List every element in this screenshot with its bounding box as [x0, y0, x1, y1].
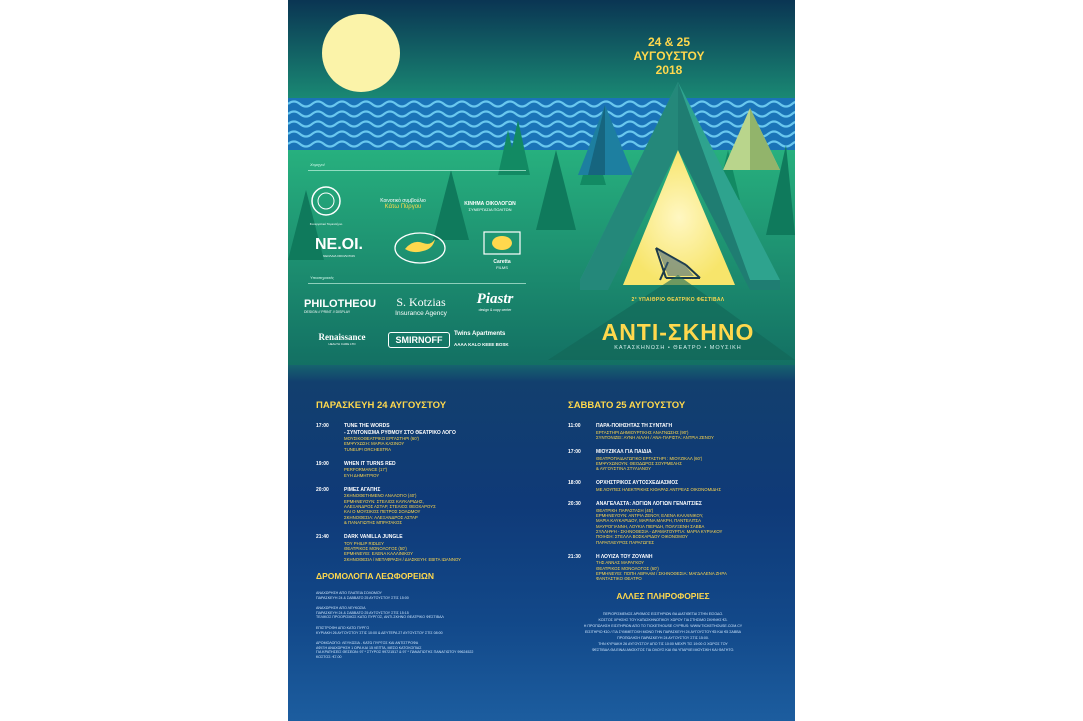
other-info — [541, 611, 785, 653]
event-time: 17:00 — [568, 449, 581, 456]
event-credit: ΕΡΜΗΝΕΥΕΙ: ΠΟΠΗ ΑΒΡΑΑΜ / ΣΚΗΝΟΘΕΣΙΑ: ΜΑΓΔΑΛΕΝΑ ΖΗΡΑ — [596, 570, 727, 576]
friday-event — [316, 461, 548, 478]
event-credit: ΣΚΗΝΟΘΕΤΗΜΕΝΟ ΑΝΑΛΟΓΙΟ (40') — [344, 493, 417, 499]
saturday-title: ΣΑΒΒΑΤΟ 25 ΑΥΓΟΥΣΤΟΥ — [568, 400, 686, 411]
moon-icon — [322, 14, 400, 92]
event-credit: TUNEUP! ORCHESTRA — [344, 446, 392, 452]
sponsors-rule — [308, 170, 526, 171]
event-credit: ΠΑΡΑΠΛΕΥΡΟΣ ΠΑΡΑΓΩΓΕΣ — [596, 539, 654, 545]
friday-column — [316, 400, 548, 665]
bus-line: ΚΟΣΤΟΣ: €7.00 — [316, 654, 342, 659]
event-credit: ΣΥΝΤΟΝΙΖΕΙ: ΑΥΝΗ ΑΙΛΑΗ / ΑΝΑ-ΠΑΡΙΣΤΑ: ΑΝΤΡΙΑ ΖΕΝΟΥ — [596, 434, 714, 440]
logo-caretta-line2: FILMS — [496, 265, 508, 270]
bus-line: ΑΝΑΧΩΡΗΣΗ ΑΠΟ ΠΛΑΤΕΙΑ ΣΟΛΩΜΟΥ — [316, 590, 382, 595]
turtle-icon — [482, 230, 522, 256]
event-credit: ΕΥΗ ΔΗΜΗΤΡΙΟΥ — [344, 472, 380, 478]
event-credit: PERFORMANCE (17') — [344, 467, 388, 473]
logo-cooperative-text: Συνεργατικό Ταμιευτήριο — [309, 222, 343, 226]
logo-piastr-line2: design & copy center — [478, 308, 512, 312]
bus-schedule — [316, 591, 548, 660]
logo-kotzias-line2: Insurance Agency — [395, 310, 447, 317]
bus-title: ΔΡΟΜΟΛΟΓΙΑ ΛΕΩΦΟΡΕΙΩΝ — [316, 570, 434, 581]
info-line: ΤΗΝ ΚΥΡΙΑΚΗ 26 ΑΥΓΟΥΣΤΟΥ ΑΠΟ ΤΙΣ 10:00 ΜΕΧΡΙ ΤΙΣ 19:00 Ο ΧΩΡΟΣ ΤΟΥ — [598, 641, 728, 646]
event-details — [344, 534, 548, 562]
event-title: ΜΙΟΥΖΙΚΑΛ ΓΙΑ ΠΑΙΔΙΑ — [596, 449, 652, 456]
event-credit: ΜΟΥΣΙΚΟΘΕΑΤΡΙΚΟ ΕΡΓΑΣΤΗΡΙ (60') — [344, 436, 419, 441]
friday-event — [316, 423, 548, 452]
logo-philotheou-line2: DESIGN // PRINT // DISPLAY — [304, 310, 351, 314]
logo-koinotiko-line2: Κάτω Πύργου — [384, 204, 422, 210]
event-credit: ΚΑΙ Ο ΜΟΥΣΙΚΟΣ ΠΕΤΡΟΣ ΣΟΛΩΜΟΥ — [344, 509, 421, 515]
event-credit: ΑΛΕΞΑΝΔΡΟΣ ΑΣΤΑΡ, ΣΤΕΛΙΟΣ ΘΕΟΧΑΡΟΥΣ — [344, 504, 436, 510]
island-map-icon — [393, 231, 447, 265]
bus-line: ΔΡΟΜΟΛΟΓΙΟ: ΛΕΥΚΩΣΙΑ - ΚΑΤΩ ΠΥΡΓΟΣ ΚΑΙ ΑΝΤΙΣΤΡΟΦΑ — [316, 641, 419, 646]
event-title: WHEN IT TURNS RED — [344, 460, 396, 467]
bus-line: ΚΥΡΙΑΚΗ 26 ΑΥΓΟΥΣΤΟΥ ΣΤΙΣ 10:00 & ΔΕΥΤΕΡΑ 27 ΑΥΓΟΥΣΤΟΥ ΣΤΙΣ 08:00 — [316, 630, 443, 635]
supporters-rule — [308, 283, 526, 284]
date-month-year: ΑΥΓΟΥΣΤΟΥ 2018 — [633, 49, 705, 77]
event-credit: ΕΜΨΥΧΩΝΟΥΝ: ΘΕΟΔΩΡΟΣ ΣΟΥΡΜΕΛΗΣ — [596, 460, 682, 466]
sponsors-label: Χορηγοί — [310, 162, 325, 167]
bus-line: ΑΝΑΧΩΡΗΣΗ ΑΠΟ ΛΕΥΚΩΣΙΑ — [316, 606, 366, 611]
saturday-event — [568, 554, 785, 582]
event-details — [344, 423, 548, 452]
bus-line: ΑΦΙΞΗ ΑΝΑΧΩΡΗΣΗ 1 ΩΡΑ ΚΑΙ 15 ΛΕΠΤΑ, ΜΕΣΩ ΚΑΤΟΚΟΠΙΑΣ — [316, 645, 422, 650]
festival-subtitle: 2° ΥΠΑΙΘΡΙΟ ΘΕΑΤΡΙΚΟ ΦΕΣΤΙΒΑΛ — [631, 297, 725, 303]
bus-block — [316, 591, 548, 600]
saturday-event — [568, 423, 785, 440]
event-credit: ΜΑΡΙΑ ΚΑΥΚΑΡΙΔΟΥ, ΜΑΡΙΝΑ ΜΑΚΡΗ, ΠΑΝΤΕΛΙΤΣΑ — [596, 518, 701, 524]
event-title: ΑΝΑΓΕΛΑΣΤΑ: ΛΟΓΙΩΝ ΛΟΓΙΩΝ ΓΕΝΑΙΤΣΙΕΣ — [596, 501, 702, 508]
event-credit: ΜΕ ΛΟΥΠΕΣ ΗΛΕΚΤΡΙΚΗΣ ΚΙΘΑΡΑΣ ΑΝΤΡΕΑΣ ΟΙΚΟΝΟΜΙΔΗΣ — [596, 486, 721, 492]
event-details — [596, 423, 785, 440]
logo-renaissance-line2: HEALTH CARE LTD — [328, 342, 356, 346]
saturday-event — [568, 449, 785, 471]
logo-neoi — [306, 236, 372, 258]
event-time: 11:00 — [568, 423, 581, 429]
info-title: ΑΛΛΕΣ ΠΛΗΡΟΦΟΡΙΕΣ — [616, 590, 710, 601]
event-credit: ΜΑΥΡΟΓΙΑΝΝΗ, ΛΟΥΚΙΑ ΠΙΕΡΙΔΗ, ΠΟΛΥΞΕΝΗ ΣΑΒΒΑ — [596, 523, 705, 529]
event-time: 19:00 — [316, 460, 329, 467]
info-line: ΚΟΣΤΟΣ ΧΡΗΣΗΣ ΤΟΥ ΚΑΤΑΣΚΗΝΩΤΙΚΟΥ ΧΩΡΟΥ ΓΙΑ ΣΤΗΣΙΜΟ ΣΚΗΝΗΣ €3. — [598, 617, 728, 622]
logo-map — [392, 231, 448, 270]
saturday-event — [568, 480, 785, 492]
event-credit: ΕΡΜΗΝΕΥΟΥΝ: ΑΝΤΡΙΑ ΖΕΝΟΥ, ΕΛΕΝΑ ΚΑΛΛΙΝΙΚΟΥ, — [596, 513, 704, 519]
logo-philotheou — [304, 298, 378, 314]
logo-neoi-line1: NE.OI. — [314, 236, 363, 253]
event-credit: ΘΕΑΤΡΙΚΗ ΠΑΡΑΣΤΑΣΗ (45') — [596, 507, 654, 513]
event-credit: ΕΡΜΗΝΕΥΟΥΝ: ΣΤΕΛΙΟΣ ΚΑΥΚΑΡΙΔΗΣ, — [344, 498, 424, 504]
logo-kotzias — [384, 295, 458, 317]
logo-kinima — [452, 201, 528, 212]
event-details — [596, 554, 785, 582]
event-time: 20:30 — [568, 501, 581, 508]
logo-philotheou-line1: PHILOTHEOU — [304, 298, 377, 310]
event-credit: ΤΟΥ PHILIP RIDLEY — [344, 540, 384, 546]
bus-line: ΕΠΙΣΤΡΟΦΗ ΑΠΟ ΚΑΤΩ ΠΥΡΓΟ — [316, 625, 370, 630]
event-credit: ΘΕΑΤΡΟΠΑΙΔΑΓΩΓΙΚΟ ΕΡΓΑΣΤΗΡΙ : ΜΙΟΥΖΙΚΑΛ (60') — [596, 455, 703, 461]
date-days: 24 & 25 — [647, 35, 691, 49]
event-credit: ΕΡΜΗΝΕΥΕΙ: ΕΛΕΝΑ ΚΑΛΛΙΝΙΚΟΥ — [344, 551, 413, 557]
bus-block — [316, 626, 548, 635]
friday-event — [316, 534, 548, 562]
logo-cooperative — [308, 185, 344, 226]
logo-twins-line3: BOSK — [495, 342, 509, 347]
bus-line: ΠΑΡΑΣΚΕΥΗ 24 & ΣΑΒΒΑΤΟ 25 ΑΥΓΟΥΣΤΟΥ ΣΤΙΣ 15:15 — [316, 610, 409, 615]
event-time: 17:00 — [316, 423, 329, 429]
logo-twins — [454, 331, 534, 347]
event-credit: ΣΚΗΝΟΘΕΣΙΑ: ΑΛΕΞΑΝΔΡΟΣ ΑΣΤΑΡ — [344, 514, 418, 520]
event-credit: ΘΕΑΤΡΙΚΟΣ ΜΟΝΟΛΟΓΟΣ (50') — [344, 546, 407, 552]
supporters-label: Υποστηρικτές — [310, 275, 334, 280]
info-line: ΕΙΣΙΤΗΡΙΟ €10 / ΓΙΑ ΣΥΜΜΕΤΟΧΗ ΜΟΝΟ ΤΗΝ ΠΑΡΑΣΚΕΥΗ 24 ΑΥΓΟΥΣΤΟΥ €5 ΚΑΙ €5 ΣΑΒΒΑ — [584, 629, 742, 634]
event-title: DARK VANILLA JUNGLE — [344, 534, 403, 541]
event-title-extra: - ΣΥΝΤΟΝΙΣΜΑ ΡΥΘΜΟΥ ΣΤΟ ΘΕΑΤΡΙΚΟ ΛΟΓΟ — [344, 429, 456, 436]
friday-events — [316, 423, 548, 562]
event-credit: ΤΗΣ ΑΝΝΑΣ ΜΑΡΑΓΚΟΥ — [596, 560, 645, 566]
saturday-events — [568, 423, 785, 582]
logo-koinotiko — [364, 198, 442, 210]
event-title: Η ΛΟΥΙΖΑ ΤΟΥ ΖΟΥΑΝΗ — [596, 553, 653, 560]
event-details — [596, 480, 785, 492]
event-title: TUNE THE WORDS — [344, 423, 390, 429]
info-line: ΦΕΣΤΙΒΑΛ ΘΑ ΕΙΝΑΙ ΑΝΟΙΧΤΟΣ ΓΙΑ ΟΛΟΥΣ ΚΑΙ ΘΑ ΥΠΑΡΧΕΙ ΜΟΥΣΙΚΗ ΚΑΙ ΦΑΓΗΤΟ. — [591, 647, 735, 652]
bus-block — [316, 606, 548, 620]
logo-twins-line2: AAAA KALO KEEE — [454, 342, 495, 347]
saturday-event — [568, 501, 785, 545]
bus-block — [316, 641, 548, 659]
event-details — [596, 449, 785, 471]
festival-tagline: ΚΑΤΑΣΚΗΝΩΣΗ • ΘΕΑΤΡΟ • ΜΟΥΣΙΚΗ — [614, 345, 742, 351]
event-credit: ΘΕΑΤΡΙΚΟΣ ΜΟΝΟΛΟΓΟΣ (60') — [596, 565, 659, 571]
event-credit: ΦΑΝΤΑΣΤΙΚΟ ΘΕΑΤΡΟ — [596, 576, 642, 582]
event-credit: & ΠΑΝΑΓΙΩΤΗΣ ΜΠΡΑΤΑΚΟΣ — [344, 519, 403, 525]
event-credit: ΣΚΗΝΟΘΕΣΙΑ / ΜΕΤΑΦΡΑΣΗ / ΔΙΑΣΚΕΥΗ: ΕΒΙΤΑ ΙΩΑΝΝΟΥ — [344, 556, 462, 562]
friday-event — [316, 487, 548, 525]
info-line: ΠΡΟΠΩΛΗΣΗ ΠΑΡΑΣΚΕΥΗ 24 ΑΥΓΟΥΣΤΟΥ ΣΤΙΣ 15:00. — [617, 635, 709, 640]
logo-kotzias-line1: S. Kotzias — [396, 295, 446, 309]
logo-caretta — [480, 230, 524, 270]
event-title: ΟΡΧΗΣΤΡΙΚΟΣ ΑΥΤΟΣΧΕΔΙΑΣΜΟΣ — [596, 480, 679, 487]
event-details — [596, 501, 785, 545]
logo-smirnoff-line1: SMIRNOFF — [395, 335, 443, 345]
event-title: ΡΙΜΕΣ ΑΓΑΠΗΣ — [344, 486, 381, 493]
info-line: ΠΕΡΙΟΡΙΣΜΕΝΟΣ ΑΡΙΘΜΟΣ ΕΙΣΙΤΗΡΙΩΝ ΘΑ ΔΙΑΤΙΘΕΤΑΙ ΣΤΗΝ ΕΙΣΟΔΟ. — [602, 611, 724, 616]
event-credit: ΠΟΙΗΣΗ: ΣΤΕΛΛΑ ΒΟΣΚΑΡΙΔΟΥ ΟΙΚΟΝΟΜΟΥ — [596, 534, 688, 540]
festival-title: ΑΝΤΙ-ΣΚΗΝΟ — [601, 319, 755, 345]
logo-renaissance — [304, 332, 380, 346]
logo-neoi-line2: ΝΕΟΛΑΙΑ ΟΙΚΟΛΟΓΩΝ — [323, 254, 355, 258]
event-time: 20:00 — [316, 486, 329, 493]
friday-title: ΠΑΡΑΣΚΕΥΗ 24 ΑΥΓΟΥΣΤΟΥ — [316, 400, 447, 411]
logo-piastr — [462, 291, 528, 312]
saturday-column — [541, 400, 785, 653]
logo-twins-line1: Twins Apartments — [454, 331, 506, 337]
seal-icon — [310, 185, 342, 217]
logo-kinima-line1: ΚΙΝΗΜΑ ΟΙΚΟΛΟΓΩΝ — [464, 201, 516, 207]
logo-caretta-line1: Caretta — [493, 259, 511, 265]
event-details — [344, 461, 548, 478]
event-credit: & ΑΥΓΟΥΣΤΙΝΑ ΣΤΥΛΙΑΝΟΥ — [596, 466, 652, 472]
event-details — [344, 487, 548, 525]
event-time: 21:30 — [568, 553, 581, 560]
logo-kinima-line2: ΣΥΝΕΡΓΑΣΙΑ ΠΟΛΙΤΩΝ — [468, 207, 512, 212]
bus-line: ΓΙΑ ΚΡΑΤΗΣΕΙΣ ΘΕΣΕΩΝ: 97 * ΣΤΥΡΟΣ 99721517 & 97 * ΠΑΝΑΓΙΩΤΗΣ ΠΑΝΑΓΙΩΤΟΥ 99624522 — [316, 650, 474, 655]
festival-poster — [288, 0, 795, 721]
festival-dates — [621, 35, 717, 77]
logo-smirnoff — [388, 332, 450, 348]
logo-koinotiko-line1: Κοινοτικό συμβούλιο — [380, 198, 426, 204]
event-time: 18:00 — [568, 480, 581, 487]
event-credit: ΕΡΓΑΣΤΗΡΙ ΔΗΜΙΟΥΡΓΙΚΗΣ ΑΝΑΓΝΩΣΗΣ (90') — [596, 429, 689, 435]
event-credit: ΣΥΛΛΗΨΗ - ΣΚΗΝΟΘΕΣΙΑ - ΔΡΑΜΑΤΟΥΡΓΙΑ: ΜΑΡΙΑ ΚΥΡΙΑΚΟΥ — [596, 528, 723, 534]
event-credit: ΕΜΨΥΧΩΣΗ: ΜΑΡΙΑ ΚΑΣΙΝΟΥ — [344, 441, 405, 447]
bus-line: ΠΑΡΑΣΚΕΥΗ 24 & ΣΑΒΒΑΤΟ 25 ΑΥΓΟΥΣΤΟΥ ΣΤΙΣ 15:00 — [316, 595, 409, 600]
event-time: 21:40 — [316, 534, 329, 541]
event-title: ΠΑΡΑ-ΠΟΙΗΣΗΤΑΣ ΤΗ ΣΥΝΤΑΓΗ — [596, 423, 673, 429]
logo-piastr-line1: Piastr — [476, 291, 514, 307]
bus-line: ΤΕΛΙΚΟΣ ΠΡΟΟΡΙΣΜΟΣ ΚΑΤΩ ΠΥΡΓΟΣ, ΑΝΤΙ-ΣΚΗΝΟ ΘΕΑΤΡΙΚΟ ΦΕΣΤΙΒΑΛ — [316, 615, 444, 620]
info-line: Η ΠΡΟΠΩΛΗΣΗ ΕΙΣΙΤΗΡΙΩΝ ΑΠΟ ΤΟ TICKETHOUSE CYPRUS: WWW.TICKETHOUSE.COM.CY — [583, 623, 743, 628]
logo-renaissance-line1: Renaissance — [318, 332, 366, 342]
